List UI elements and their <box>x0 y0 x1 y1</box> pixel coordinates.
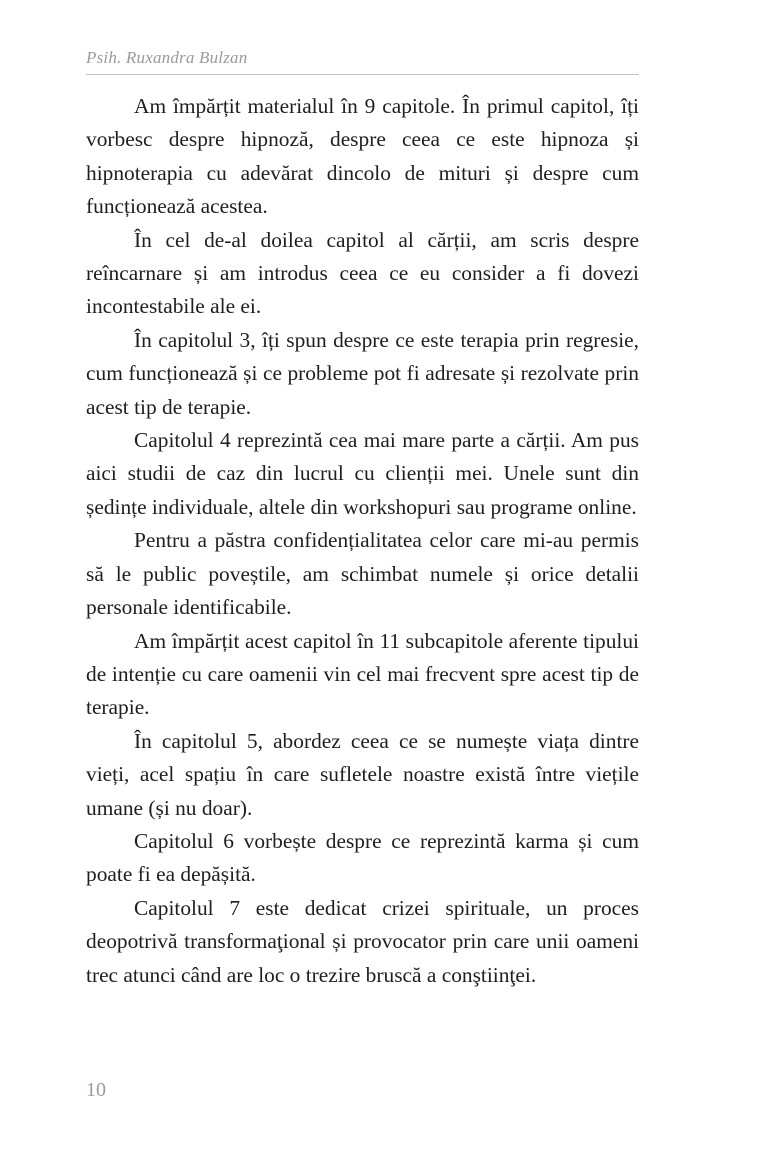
paragraph: Capitolul 7 este dedicat crizei spirituale, un proces deopotrivă transformaţional și provocator prin care unii oameni trec atunci când are loc o trezire bruscă a conştiinţei. <box>86 895 639 987</box>
paragraph: În capitolul 5, abordez ceea ce se numește viața dintre vieți, acel spațiu în care sufletele noastre există între viețile umane (și nu doar). <box>86 728 639 820</box>
header-divider <box>86 74 639 75</box>
paragraph: Capitolul 4 reprezintă cea mai mare parte a cărții. Am pus aici studii de caz din lucrul cu clienții mei. Unele sunt din ședințe individuale, altele din workshopuri sau programe online. <box>86 428 639 519</box>
paragraph: Am împărțit acest capitol în 11 subcapitole aferente tipului de intenție cu care oamenii vin cel mai frecvent spre acest tip de terapie. <box>86 628 639 720</box>
running-header: Psih. Ruxandra Bulzan <box>86 48 248 67</box>
page-number: 10 <box>86 1079 106 1101</box>
paragraph: Capitolul 6 vorbește despre ce reprezintă karma și cum poate fi ea depășită. <box>86 828 639 887</box>
paragraph: În cel de-al doilea capitol al cărții, am scris despre reîncarnare și am introdus ceea ce eu consider a fi dovezi incontestabile ale ei. <box>86 227 639 319</box>
paragraph: Am împărțit materialul în 9 capitole. În primul capitol, îți vorbesc despre hipnoză, despre ceea ce este hipnoza și hipnoterapia cu adevărat dincolo de mituri și despre cum funcționează acestea. <box>86 94 639 219</box>
paragraph: Pentru a păstra confidențialitatea celor care mi-au permis să le public poveștile, am schimbat numele și orice detalii personale identificabile. <box>86 528 639 620</box>
paragraph: În capitolul 3, îți spun despre ce este terapia prin regresie, cum funcționează și ce probleme pot fi adresate și rezolvate prin acest tip de terapie. <box>86 327 639 419</box>
body-text <box>86 90 639 992</box>
